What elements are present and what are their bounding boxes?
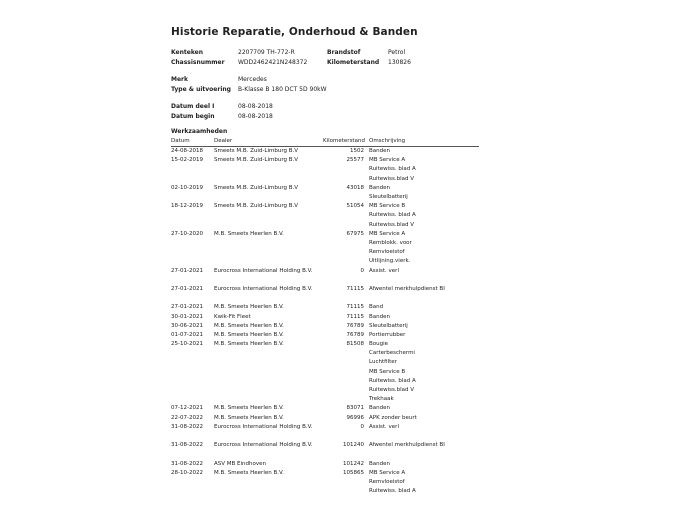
kenteken-value: 2207709 TH-772-R (238, 49, 295, 56)
row-date: 28-10-2022 (171, 469, 203, 476)
row-dealer: Kwik-Fit Fleet (214, 313, 251, 320)
row-date: 25-10-2021 (171, 341, 203, 348)
table-header (171, 138, 479, 147)
row-date: 02-10-2019 (171, 184, 203, 191)
row-km: 1502 (350, 148, 364, 154)
vehicle-info-values-3 (238, 102, 273, 121)
row-description: Luchtfilter (369, 359, 397, 366)
col-header-date: Datum (171, 138, 190, 144)
row-km: 71115 (346, 285, 364, 292)
row-description: Afwentel merkhulpdienst BI (369, 442, 445, 449)
row-description: Ruitewiss.blad V (369, 175, 415, 182)
row-km: 76789 (346, 322, 364, 329)
row-date: 15-02-2019 (171, 157, 203, 164)
row-km: 101240 (343, 442, 364, 449)
row-description: Ruitewiss. blad A (369, 488, 416, 495)
row-dealer: Smeets M.B. Zuid-Limburg B.V (214, 157, 299, 164)
col-header-dealer: Dealer (214, 138, 233, 144)
row-description: Carterbeschermi (369, 350, 415, 357)
row-description: Trekhaak (369, 396, 394, 403)
row-km: 71115 (346, 304, 364, 311)
row-dealer: M.B. Smeets Heerlen B.V. (214, 341, 284, 348)
table-row (171, 341, 479, 405)
row-km: 67975 (346, 230, 364, 237)
row-description: Bougie (369, 341, 389, 348)
table-row (171, 148, 479, 157)
table-row (171, 461, 479, 470)
row-km: 51054 (346, 203, 364, 210)
row-date: 07-12-2021 (171, 405, 203, 412)
deel1-label: Datum deel I (171, 103, 215, 110)
row-dealer: M.B. Smeets Heerlen B.V. (214, 405, 284, 412)
work-table (171, 148, 479, 497)
row-description: APK zonder beurt (369, 414, 417, 421)
row-dealer: Eurocross International Holding B.V. (214, 442, 313, 449)
km-label: Kilometerstand (327, 58, 380, 66)
row-date: 31-08-2022 (171, 442, 203, 449)
row-description: Remblokk. voor (369, 239, 412, 246)
table-row (171, 185, 479, 203)
row-date: 24-08-2018 (171, 148, 203, 154)
row-km: 71115 (346, 313, 364, 320)
row-km: 25577 (346, 157, 364, 164)
type-label: Type & uitvoering (171, 85, 231, 93)
row-description: MB Service A (369, 157, 406, 164)
merk-value: Mercedes (238, 76, 267, 83)
row-date: 31-08-2022 (171, 460, 203, 467)
merk-label: Merk (171, 76, 188, 83)
col-header-km: Kilometerstand (323, 138, 365, 144)
row-description: Ruitewiss. blad A (369, 166, 416, 173)
row-description: Banden (369, 184, 390, 191)
type-value: B-Klasse B 180 DCT 5D 90kW (238, 85, 327, 93)
row-km: 83071 (346, 405, 364, 412)
vehicle-info-left-1 (171, 48, 225, 67)
vehicle-info-left-2 (171, 75, 231, 94)
row-description: Ruitewiss.blad V (369, 221, 415, 228)
row-description: Assist. verl (369, 423, 399, 430)
vehicle-info-values-1 (238, 48, 307, 67)
table-row (171, 286, 479, 304)
table-row (171, 268, 479, 286)
row-km: 96996 (346, 414, 364, 421)
row-km: 81508 (346, 341, 364, 348)
row-description: Band (369, 304, 384, 311)
kenteken-label: Kenteken (171, 49, 203, 56)
row-dealer: M.B. Smeets Heerlen B.V. (214, 469, 284, 476)
vehicle-info-right-values (388, 48, 411, 67)
row-description: Sleutelbatterij (369, 193, 408, 200)
row-km: 43018 (346, 184, 364, 191)
row-dealer: Smeets M.B. Zuid-Limburg B.V (214, 184, 299, 191)
row-description: Remvloeistof (369, 479, 405, 486)
begin-label: Datum begin (171, 112, 215, 120)
row-description: Banden (369, 405, 390, 412)
table-row (171, 314, 479, 323)
row-km: 0 (360, 423, 364, 430)
table-row (171, 332, 479, 341)
row-dealer: M.B. Smeets Heerlen B.V. (214, 322, 284, 329)
row-date: 22-07-2022 (171, 414, 203, 421)
km-value: 130826 (388, 58, 411, 66)
page-title: Historie Reparatie, Onderhoud & Banden (171, 26, 418, 38)
table-row (171, 442, 479, 460)
chassis-value: WDD2462421N248372 (238, 58, 308, 66)
row-dealer: Smeets M.B. Zuid-Limburg B.V (214, 148, 299, 154)
row-date: 27-01-2021 (171, 304, 203, 311)
row-dealer: Eurocross International Holding B.V. (214, 423, 313, 430)
row-date: 18-12-2019 (171, 203, 203, 210)
brandstof-value: Petrol (388, 49, 406, 56)
row-description: Assist. verl (369, 267, 399, 274)
row-description: MB Service B (369, 203, 406, 210)
row-description: Ruitewiss.blad V (369, 387, 415, 394)
row-description: Ruitewiss. blad A (369, 377, 416, 384)
row-km: 0 (360, 267, 364, 274)
row-km: 105865 (343, 469, 364, 476)
row-km: 76789 (346, 331, 364, 338)
chassis-label: Chassisnummer (171, 58, 225, 66)
table-row (171, 470, 479, 498)
row-description: Banden (369, 313, 390, 320)
row-dealer: Smeets M.B. Zuid-Limburg B.V (214, 203, 299, 210)
row-date: 30-01-2021 (171, 313, 203, 320)
row-dealer: Eurocross International Holding B.V. (214, 285, 313, 292)
row-description: MB Service B (369, 368, 406, 375)
row-date: 01-07-2021 (171, 331, 203, 338)
row-description: Portierrubber (369, 331, 406, 338)
row-description: Sleutelbatterij (369, 322, 408, 329)
row-description: Afwentel merkhulpdienst BI (369, 285, 445, 292)
table-row (171, 157, 479, 185)
table-row (171, 415, 479, 424)
row-description: Uitlijning.vierk. (369, 258, 411, 265)
deel1-value: 08-08-2018 (238, 103, 273, 110)
table-row (171, 405, 479, 414)
row-dealer: M.B. Smeets Heerlen B.V. (214, 331, 284, 338)
table-row (171, 323, 479, 332)
row-date: 27-01-2021 (171, 285, 203, 292)
row-dealer: M.B. Smeets Heerlen B.V. (214, 304, 284, 311)
row-description: Remvloeistof (369, 249, 405, 256)
row-dealer: ASV MB Eindhoven (214, 460, 266, 467)
vehicle-info-left-3 (171, 102, 215, 121)
brandstof-label: Brandstof (327, 49, 361, 56)
row-description: Banden (369, 460, 390, 467)
row-description: Ruitewiss. blad A (369, 212, 416, 219)
begin-value: 08-08-2018 (238, 112, 273, 120)
table-row (171, 203, 479, 231)
row-date: 31-08-2022 (171, 423, 203, 430)
table-row (171, 304, 479, 313)
col-header-desc: Omschrijving (369, 138, 406, 144)
row-dealer: Eurocross International Holding B.V. (214, 267, 313, 274)
row-date: 27-01-2021 (171, 267, 203, 274)
row-description: MB Service A (369, 230, 406, 237)
row-description: Banden (369, 148, 390, 154)
row-km: 101242 (343, 460, 364, 467)
table-row (171, 424, 479, 442)
row-date: 27-10-2020 (171, 230, 203, 237)
vehicle-info-right-labels (327, 48, 379, 67)
table-row (171, 231, 479, 268)
row-description: MB Service A (369, 469, 406, 476)
row-date: 30-06-2021 (171, 322, 203, 329)
vehicle-info-values-2 (238, 75, 327, 94)
row-dealer: M.B. Smeets Heerlen B.V. (214, 414, 284, 421)
section-title: Werkzaamheden (171, 128, 228, 135)
row-dealer: M.B. Smeets Heerlen B.V. (214, 230, 284, 237)
